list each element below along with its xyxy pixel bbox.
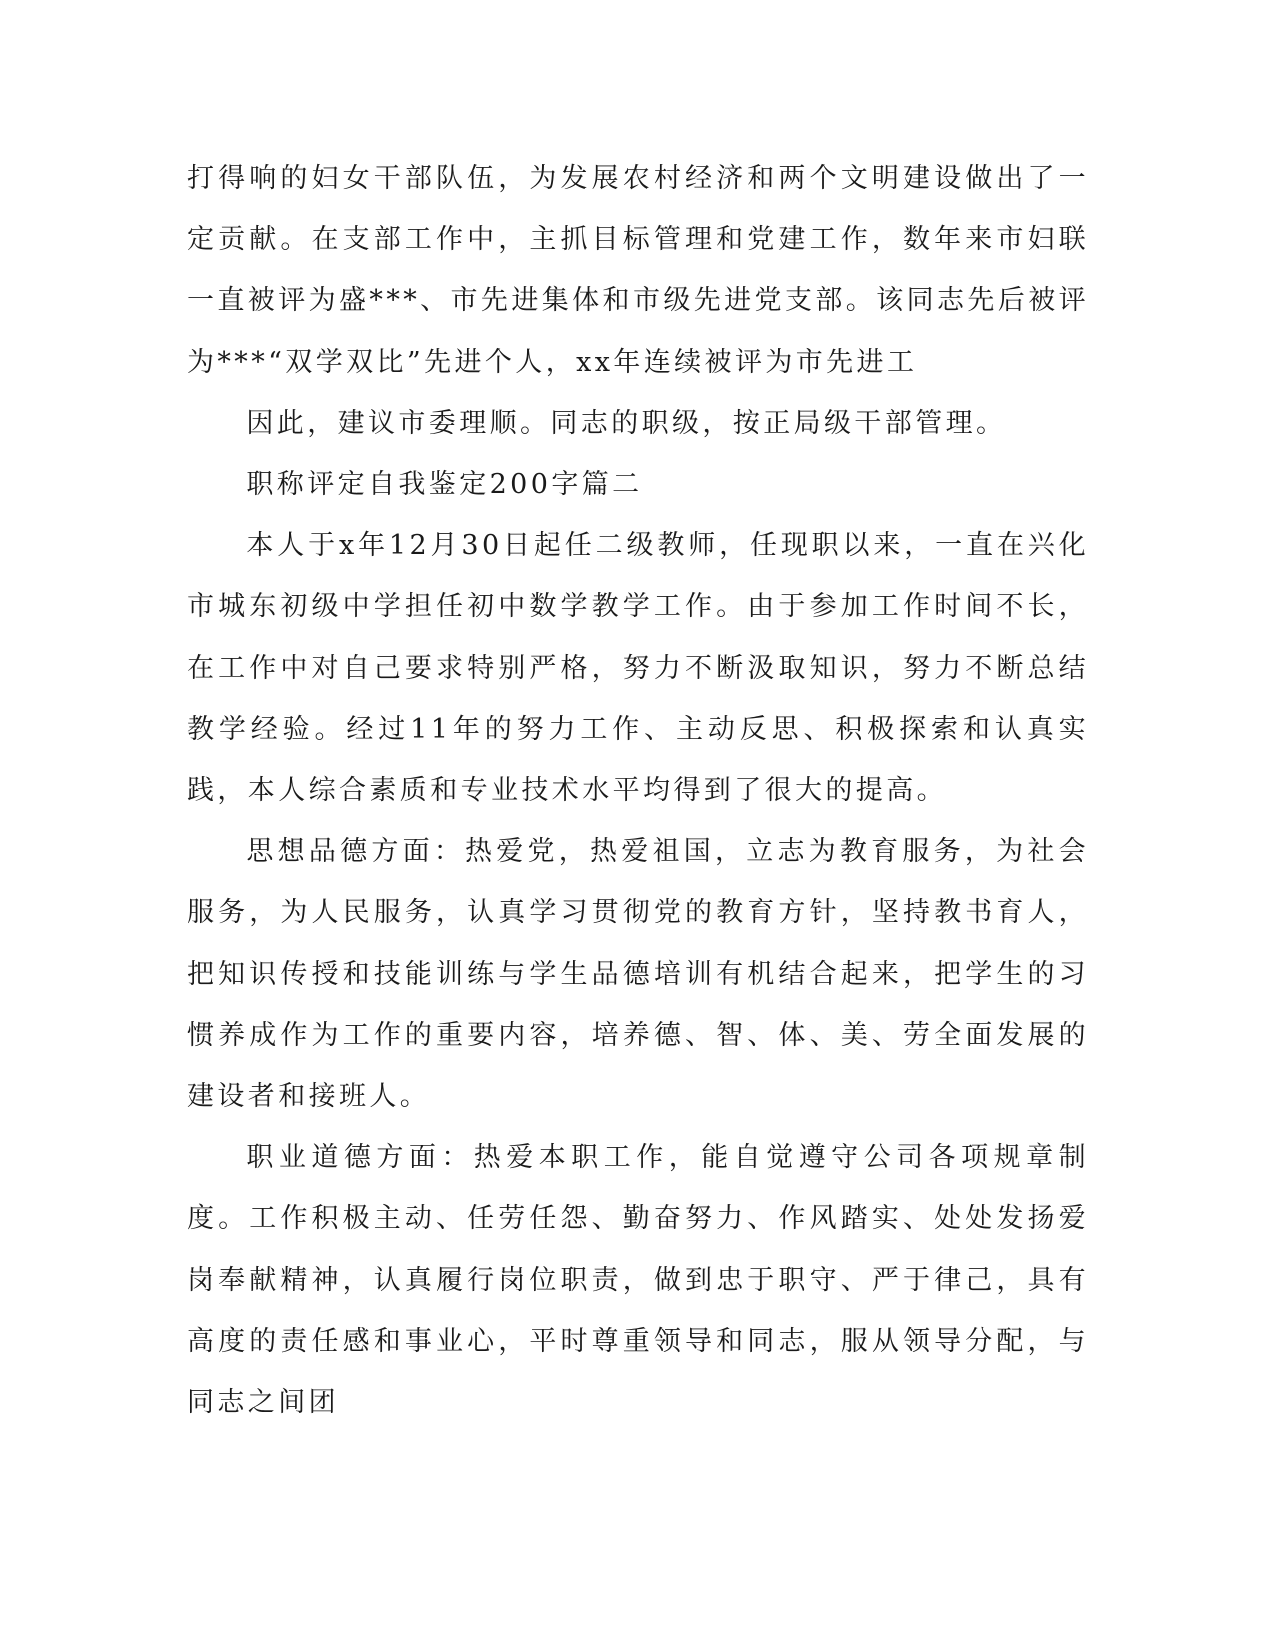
section-heading: 职称评定自我鉴定200字篇二 bbox=[246, 469, 643, 501]
paragraph-professional-ethics: 职业道德方面：热爱本职工作，能自觉遵守公司各项规章制度。工作积极主动、任劳任怨、勤奋努力、作风踏实、处处发扬爱岗奉献精神，认真履行岗位职责，做到忠于职守、严于律己，具有高度的责任感和事业心，平时尊重领导和同志，服从领导分配，与同志之间团 bbox=[187, 1142, 1089, 1419]
paragraph-continuation: 打得响的妇女干部队伍，为发展农村经济和两个文明建设做出了一定贡献。在支部工作中，主抓目标管理和党建工作，数年来市妇联一直被评为盛***、市先进集体和市级先进党支部。该同志先后被评为***“双学双比”先进个人，xx年连续被评为市先进工 bbox=[187, 163, 1089, 378]
document-body bbox=[187, 148, 1089, 1433]
paragraph-intro: 本人于x年12月30日起任二级教师，任现职以来，一直在兴化市城东初级中学担任初中数学教学工作。由于参加工作时间不长，在工作中对自己要求特别严格，努力不断汲取知识，努力不断总结教学经验。经过11年的努力工作、主动反思、积极探索和认真实践，本人综合素质和专业技术水平均得到了很大的提高。 bbox=[187, 530, 1089, 807]
paragraph-ideology-morality: 思想品德方面：热爱党，热爱祖国，立志为教育服务，为社会服务，为人民服务，认真学习贯彻党的教育方针，坚持教书育人，把知识传授和技能训练与学生品德培训有机结合起来，把学生的习惯养成作为工作的重要内容，培养德、智、体、美、劳全面发展的建设者和接班人。 bbox=[187, 836, 1089, 1113]
paragraph-recommendation: 因此，建议市委理顺。同志的职级，按正局级干部管理。 bbox=[246, 407, 1007, 439]
